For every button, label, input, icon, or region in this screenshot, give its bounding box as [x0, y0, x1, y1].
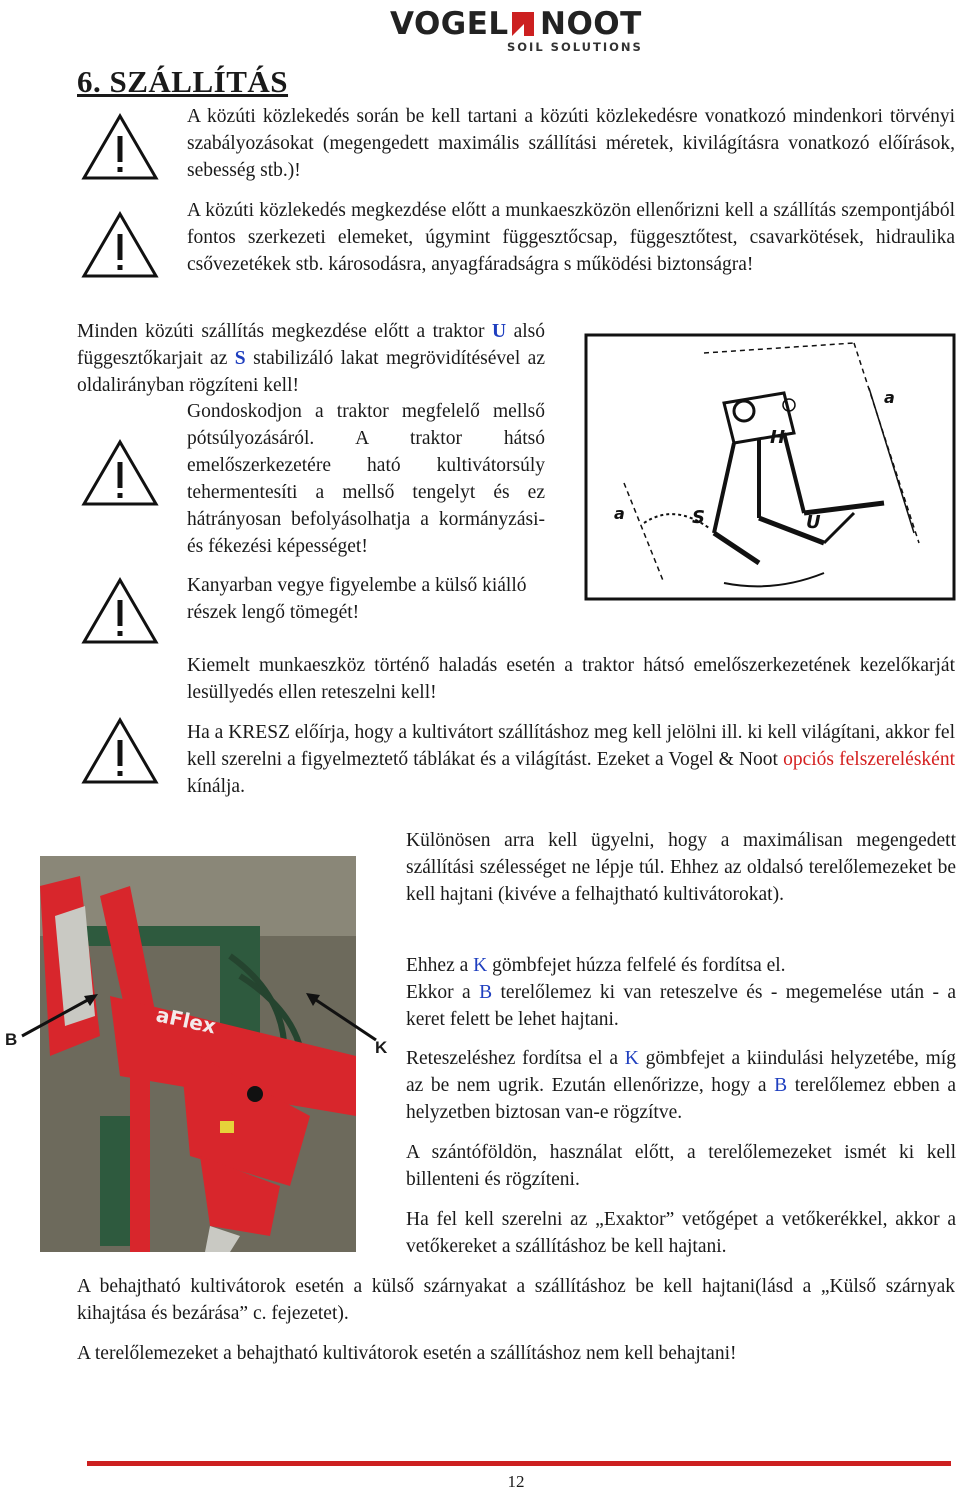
- field-text: A szántóföldön, használat előtt, a terelőlemezeket ismét ki kell billenteni és rögzíteni.: [406, 1142, 956, 1190]
- letter-U: U: [492, 321, 507, 342]
- k-b-text: Ehhez a K gömbfejet húzza felfelé és fordítsa el. Ekkor a B terelőlemez ki van reteszelve és - megemelése után - a keret felett be lehet hajtani.: [406, 955, 957, 1030]
- ballast-text: Gondoskodjon a traktor megfelelő mellső pótsúlyozásáról. A traktor hátsó emelőszerkezetére ható kultivátorsúly tehermentesíti a mellső tengelyt és ez hátrányosan befolyásolhatja a kormányzási- és fékezési képességet!: [187, 401, 545, 557]
- arrow-K-icon: [300, 990, 380, 1050]
- warning-icon: [80, 576, 160, 646]
- logo-subtitle: SOIL SOLUTIONS: [507, 40, 643, 54]
- lifted-tool-text: Kiemelt munkaeszköz történő haladás esetén a traktor hátsó emelőszerkezetének kezelőkarját lesüllyedés ellen reteszelni kell!: [187, 655, 955, 703]
- label-H: H: [770, 427, 786, 448]
- brand-logo: [390, 6, 650, 54]
- letter-K: K: [624, 1048, 639, 1069]
- label-S: S: [692, 507, 705, 528]
- page-number: 12: [507, 1472, 525, 1491]
- warning-icon: [80, 716, 160, 786]
- exaktor-text: Ha fel kell szerelni az „Exaktor” vetőgépet a vetőkerékkel, akkor a vetőkereket a szállításhoz be kell hajtani.: [406, 1209, 956, 1257]
- footer-divider: [87, 1461, 951, 1466]
- warning-text-pre-check: A közúti közlekedés megkezdése előtt a munkaeszközön ellenőrizni kell a szállítás szempontjából fontos szerkezeti elemeket, úgymint függesztőcsap, függesztőtest, csavarkötések, hidraulika csővezetékek stb. károsodásra, anyagfáradságra s működési biztonságra!: [187, 200, 955, 275]
- label-a-left: a: [614, 504, 625, 523]
- section-title: 6. SZÁLLÍTÁS: [77, 64, 289, 99]
- warning-icon: [80, 112, 160, 182]
- letter-S: S: [234, 348, 246, 369]
- letter-B: B: [774, 1075, 788, 1096]
- machine-brand-text: aFlex: [153, 1002, 219, 1039]
- photo-label-B: B: [5, 1030, 18, 1049]
- label-U: U: [806, 512, 821, 533]
- cultivator-photo: [40, 856, 356, 1252]
- optional-equipment-text: opciós felszerelésként: [783, 749, 955, 770]
- logo-text-left: VOGEL: [390, 6, 509, 42]
- warning-icon: [80, 210, 160, 280]
- hitch-diagram: [584, 333, 956, 601]
- logo-mark-icon: [510, 10, 536, 38]
- last-text: A terelőlemezeket a behajtható kultivátorok esetén a szállításhoz nem kell behajtani!: [77, 1343, 737, 1364]
- curve-text: Kanyarban vegye figyelembe a külső kiálló részek lengő tömegét!: [187, 575, 527, 623]
- warning-text-traffic-rules: A közúti közlekedés során be kell tartani a közúti közlekedésre vonatkozó mindenkori törvényi szabályozásokat (megengedett maximális szállítási méretek, kivilágításra vonatkozó előírások, sebesség stb.)!: [187, 106, 955, 181]
- foldable-text: A behajtható kultivátorok esetén a külső szárnyakat a szállításhoz be kell hajtani(lásd a „Külső szárnyak kihajtása és bezárása” c. fejezetet).: [77, 1276, 955, 1324]
- letter-K: K: [473, 955, 488, 976]
- label-a-right: a: [884, 388, 895, 407]
- logo-text-right: NOOT: [540, 6, 642, 42]
- width-text: Különösen arra kell ügyelni, hogy a maximálisan megengedett szállítási szélességet ne lépje túl. Ehhez az oldalsó terelőlemezeket be kell hajtani (kivéve a felhajtható kultivátorokat).: [406, 830, 956, 905]
- kresz-text: Ha a KRESZ előírja, hogy a kultivátort szállításhoz meg kell jelölni ill. ki kell világítani, akkor fel kell szerelni a figyelmeztető táblákat és a világítást. Ezeket a Vogel & Noot opciós felszerelésként kínálja.: [187, 722, 955, 797]
- photo-label-K: K: [375, 1038, 388, 1057]
- lock-text: Reteszeléshez fordítsa el a K gömbfejet a kiindulási helyzetébe, míg az be nem ugrik. Ezután ellenőrizze, hogy a B terelőlemez ebben a helyzetben biztosan van-e rögzítve.: [406, 1048, 957, 1123]
- stabilizer-text: Minden közúti szállítás megkezdése előtt a traktor U alsó függesztőkarjait az S stabilizáló lakat megrövidítésével az oldalirányban rögzíteni kell!: [77, 321, 545, 396]
- letter-B: B: [479, 982, 493, 1003]
- arrow-B-icon: [20, 990, 100, 1040]
- warning-icon: [80, 438, 160, 508]
